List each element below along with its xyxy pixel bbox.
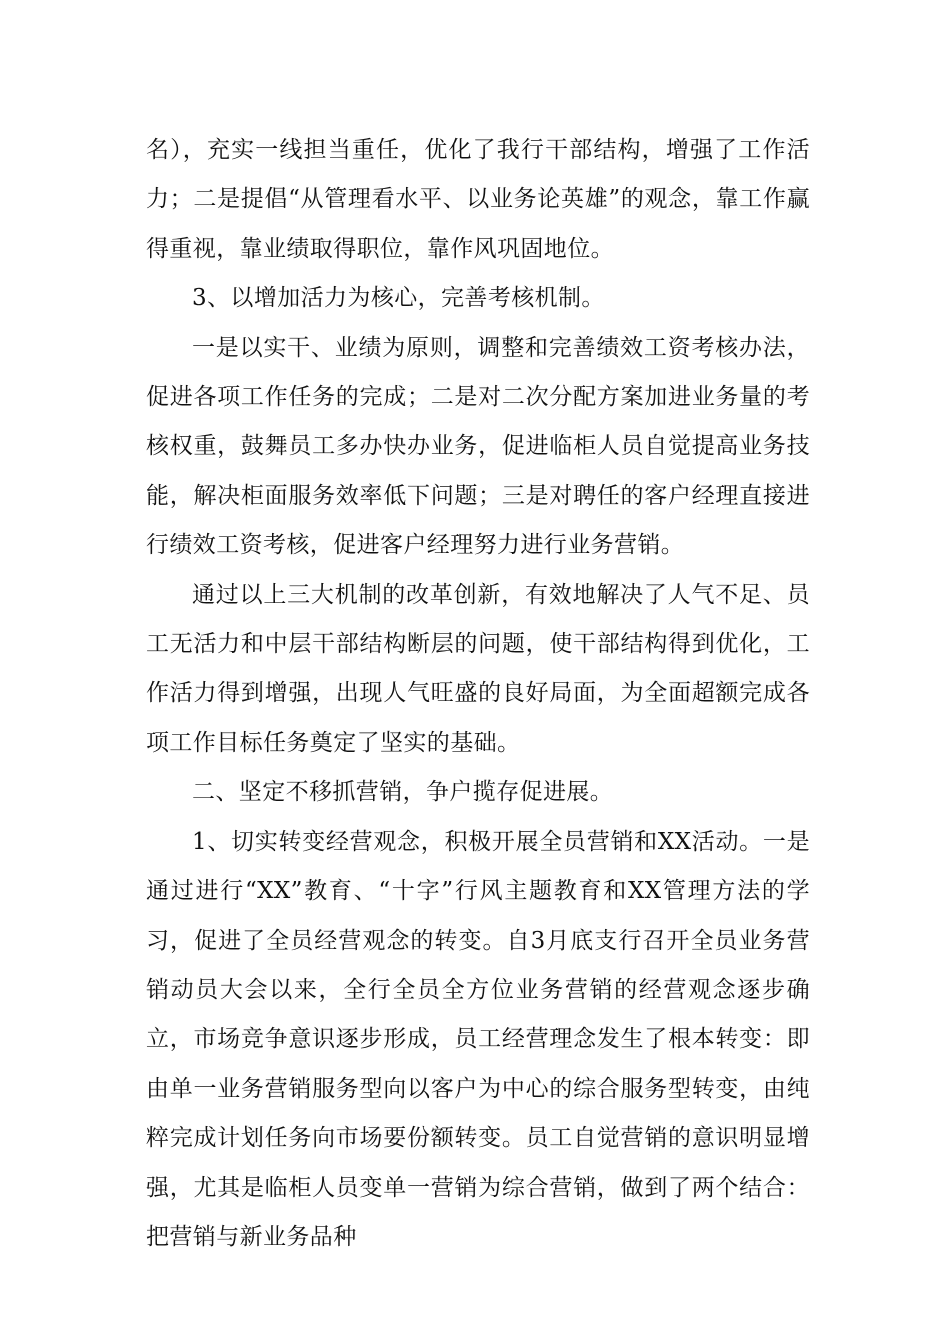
body-text <box>146 126 810 1262</box>
section-heading-2: 二、坚定不移抓营销，争户揽存促进展。 <box>192 779 614 806</box>
paragraph-summary: 通过以上三大机制的改革创新，有效地解决了人气不足、员工无活力和中层干部结构断层的问题，使干部结构得到优化，工作活力得到增强，出现人气旺盛的良好局面，为全面超额完成各项工作目标任务奠定了坚实的基础。 <box>146 581 810 756</box>
paragraph-assessment: 一是以实干、业绩为原则，调整和完善绩效工资考核办法，促进各项工作任务的完成；二是对二次分配方案加进业务量的考核权重，鼓舞员工多办快办业务，促进临柜人员自觉提高业务技能，解决柜面服务效率低下问题；三是对聘任的客户经理直接进行绩效工资考核，促进客户经理努力进行业务营销。 <box>146 334 810 559</box>
section-heading-3: 3、以增加活力为核心，完善考核机制。 <box>192 285 605 312</box>
paragraph-continuation: 名），充实一线担当重任，优化了我行干部结构，增强了工作活力；二是提倡“从管理看水平、以业务论英雄”的观念，靠工作赢得重视，靠业绩取得职位，靠作风巩固地位。 <box>146 137 810 262</box>
paragraph-marketing: 1、切实转变经营观念，积极开展全员营销和XX活动。一是通过进行“XX”教育、“十字”行风主题教育和XX管理方法的学习，促进了全员经营观念的转变。自3月底支行召开全员业务营销动员大会以来，全行全员全方位业务营销的经营观念逐步确立，市场竞争意识逐步形成，员工经营理念发生了根本转变：即由单一业务营销服务型向以客户为中心的综合服务型转变，由纯粹完成计划任务向市场要份额转变。员工自觉营销的意识明显增强，尤其是临柜人员变单一营销为综合营销，做到了两个结合：把营销与新业务品种 <box>146 828 810 1250</box>
